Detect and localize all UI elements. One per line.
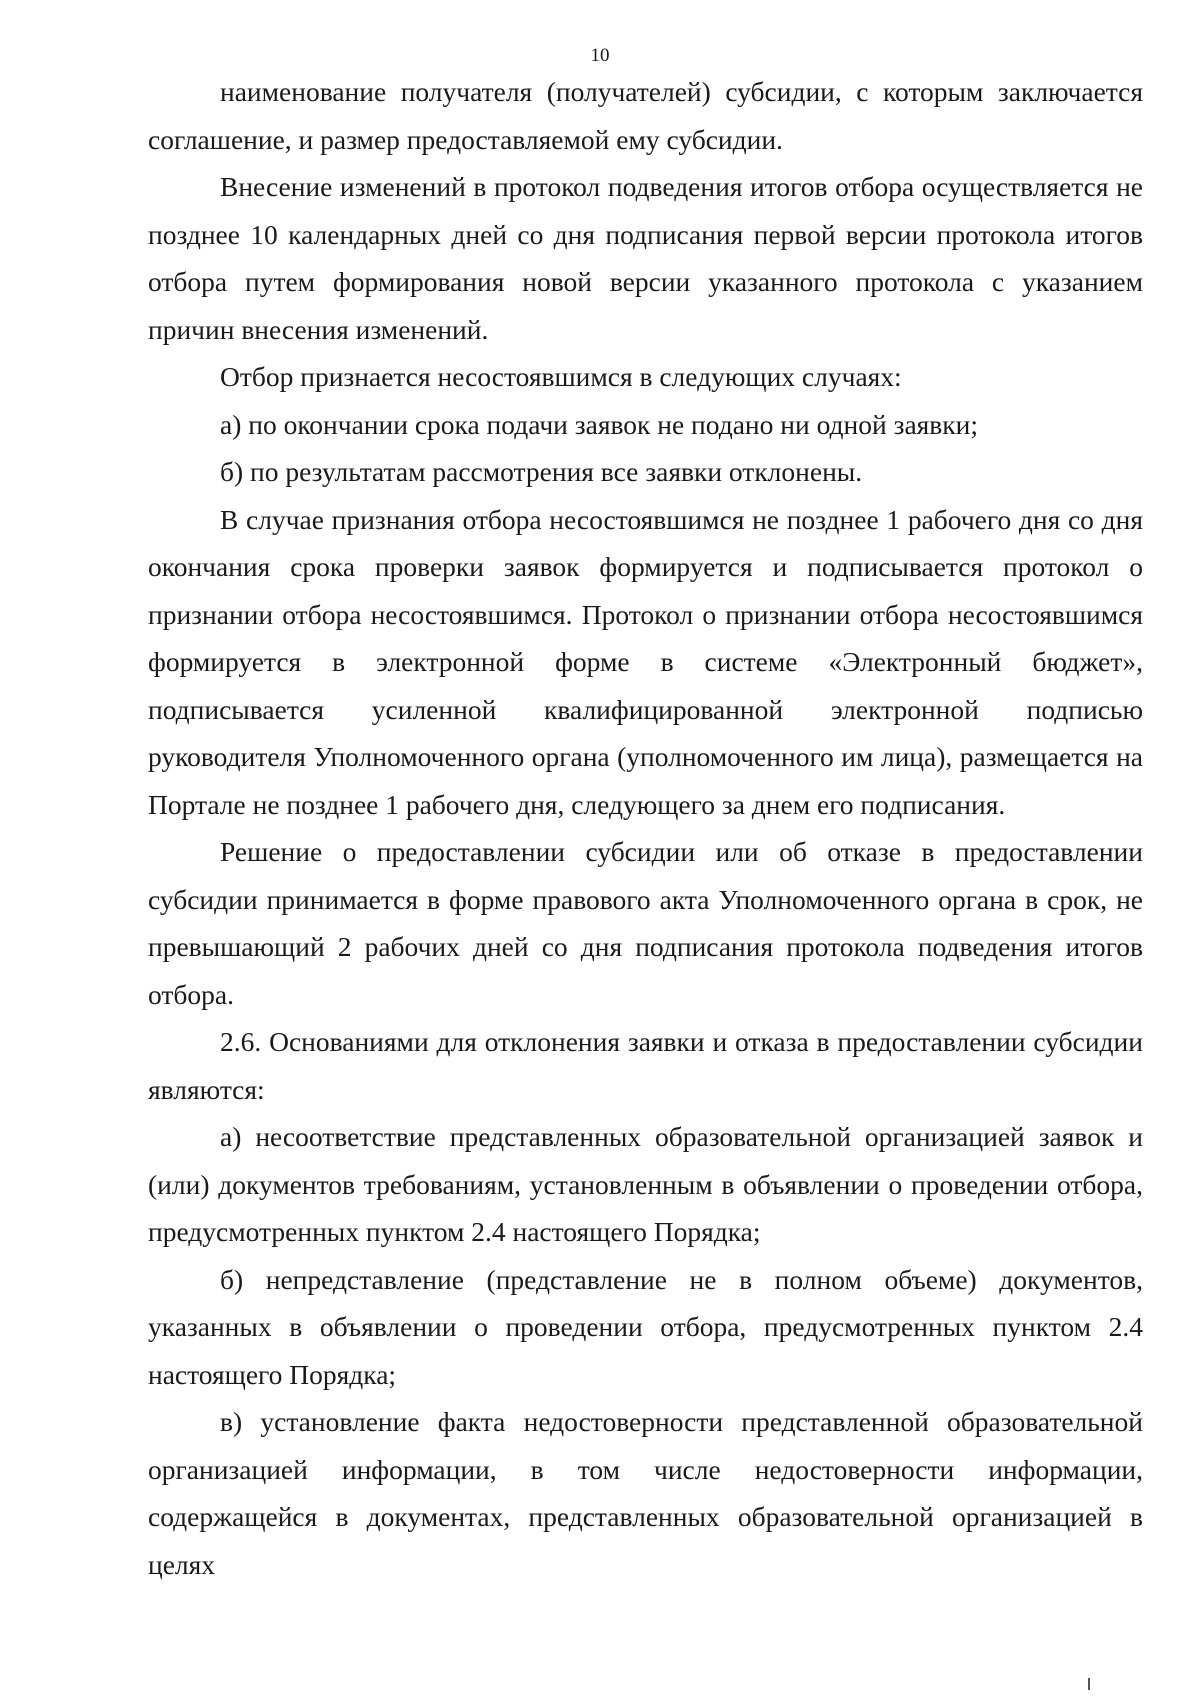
- paragraph-section-2-6: 2.6. Основаниями для отклонения заявки и отказа в предоставлении субсидии являются:: [148, 1026, 1143, 1105]
- list-item-b-all-rejected: б) по результатам рассмотрения все заявки отклонены.: [220, 456, 863, 487]
- list-item-c-false-information: в) установление факта недостоверности представленной образовательной организацией информации, в том числе недостоверности информации, содержащейся в документах, представленных образовательной организацией в целях: [148, 1406, 1143, 1580]
- scan-artifact-mark: [1088, 1678, 1090, 1690]
- paragraph-protocol-changes: Внесение изменений в протокол подведения итогов отбора осуществляется не позднее 10 календарных дней со дня подписания первой версии протокола итогов отбора путем формирования новой версии указанного протокола с указанием причин внесения изменений.: [148, 171, 1143, 345]
- list-item-b-incomplete-documents: б) непредставление (представление не в полном объеме) документов, указанных в объявлении о проведении отбора, предусмотренных пунктом 2.4 настоящего Порядка;: [148, 1263, 1143, 1390]
- paragraph-continuation: наименование получателя (получателей) субсидии, с которым заключается соглашение, и размер предоставляемой ему субсидии.: [148, 76, 1143, 155]
- body-text: [148, 68, 1143, 1588]
- paragraph-selection-failed: Отбор признается несостоявшимся в следующих случаях:: [220, 361, 902, 392]
- list-item-a-nonconformity: а) несоответствие представленных образовательной организацией заявок и (или) документов требованиям, установленным в объявлении о проведении отбора, предусмотренных пунктом 2.4 настоящего Порядка;: [148, 1121, 1143, 1247]
- paragraph-failed-selection-protocol: В случае признания отбора несостоявшимся не позднее 1 рабочего дня со дня окончания срока проверки заявок формируется и подписывается протокол о признании отбора несостоявшимся. Протокол о признании отбора несостоявшимся формируется в электронной форме в системе «Электронный бюджет», подписывается усиленной квалифицированной электронной подписью руководителя Уполномоченного органа (уполномоченного им лица), размещается на Портале не позднее 1 рабочего дня, следующего за днем его подписания.: [148, 503, 1143, 820]
- paragraph-subsidy-decision: Решение о предоставлении субсидии или об отказе в предоставлении субсидии принимается в форме правового акта Уполномоченного органа в срок, не превышающий 2 рабочих дней со дня подписания протокола подведения итогов отбора.: [148, 836, 1143, 1010]
- page-number: 10: [590, 45, 610, 66]
- list-item-a-no-applications: а) по окончании срока подачи заявок не подано ни одной заявки;: [220, 408, 978, 440]
